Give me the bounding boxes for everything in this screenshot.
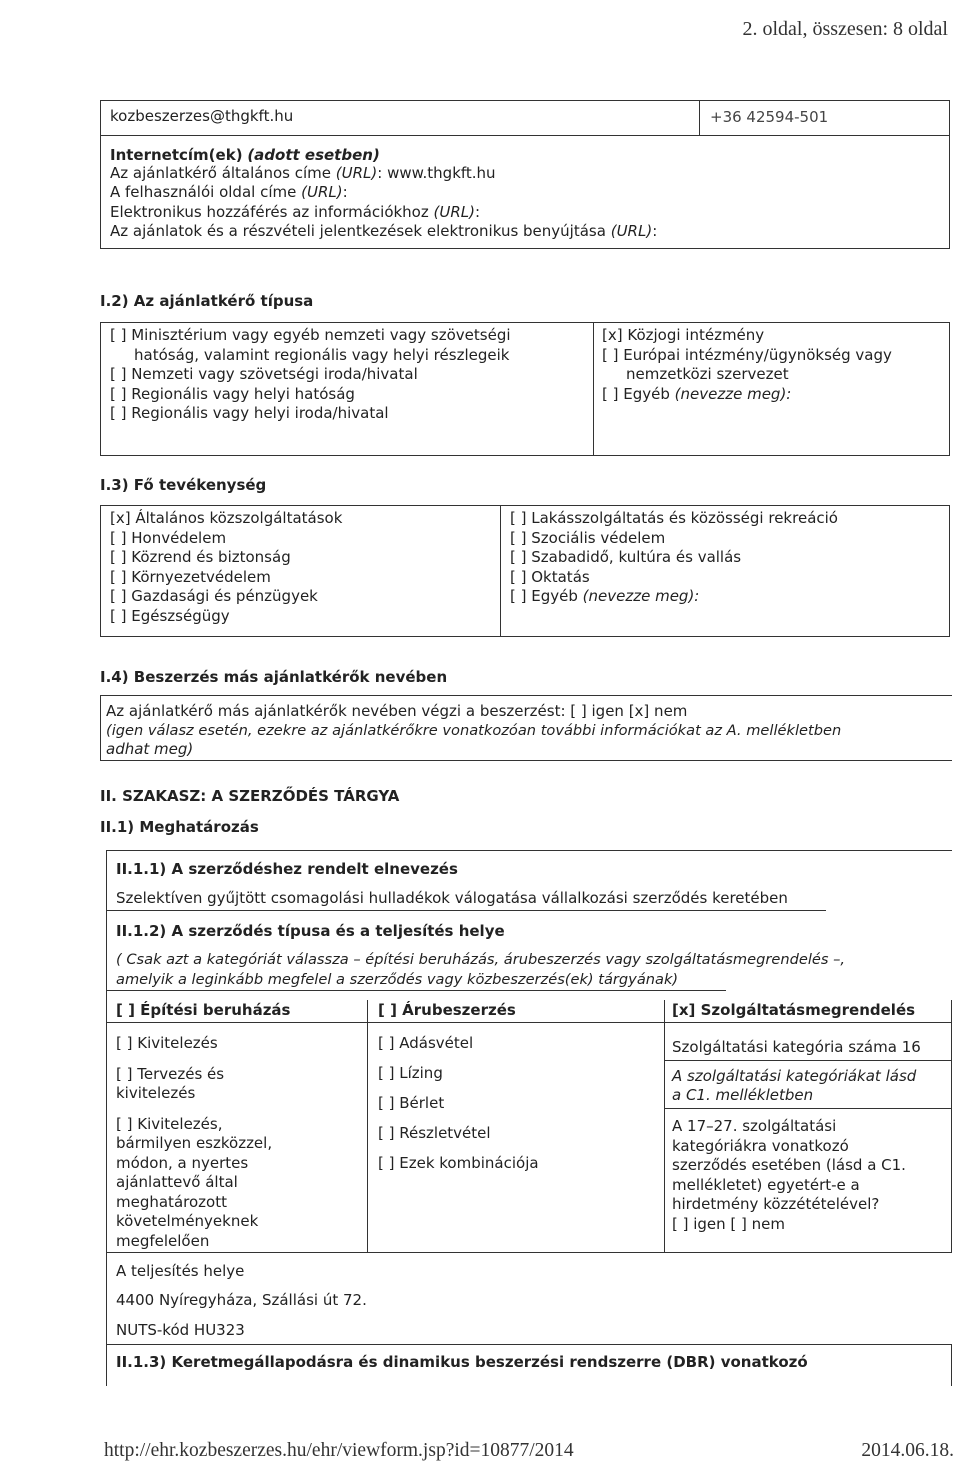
activity-education: [ ] Oktatás xyxy=(510,567,590,586)
authority-option-national-agency: [ ] Nemzeti vagy szövetségi iroda/hivatal xyxy=(110,365,418,383)
buyer-profile-label: A felhasználói oldal címe xyxy=(110,183,297,201)
activity-other-note: (nevezze meg): xyxy=(582,587,700,605)
activity-public-order: [ ] Közrend és biztonság xyxy=(110,548,291,566)
main-activity-divider xyxy=(500,506,501,636)
internet-title-note: (adott esetben) xyxy=(247,146,380,164)
authority-type-left-list xyxy=(110,326,511,424)
service-category-number: Szolgáltatási kategória száma 16 xyxy=(672,1038,921,1056)
contract-type-note: ( Csak azt a kategóriát válassza – építési beruházás, árubeszerzés vagy szolgáltatásmegrendelés –, xyxy=(116,951,846,968)
activity-other-label: [ ] Egyéb xyxy=(510,587,578,605)
general-url-value: www.thgkft.hu xyxy=(387,164,496,182)
contract-type-note-cont: amelyik a leginkább megfelel a szerződés vagy közbeszerzés(ek) tárgyának) xyxy=(116,971,679,988)
electronic-access-row: Elektronikus hozzáférés az információkhoz (URL): xyxy=(110,203,481,221)
activity-defence: [ ] Honvédelem xyxy=(110,528,227,547)
joint-procurement-note-cont: adhat meg) xyxy=(106,740,194,758)
authority-option-public-body: [x] Közjogi intézmény xyxy=(602,326,765,344)
supplies-option-rental: [ ] Bérlet xyxy=(378,1094,445,1112)
i4-bottom-rule xyxy=(100,760,952,761)
col-divider-2 xyxy=(664,1000,665,1252)
authority-other-label: [ ] Egyéb xyxy=(602,384,670,403)
main-activity-right-list xyxy=(510,509,838,607)
section-i4-title: I.4) Beszerzés más ajánlatkérők nevében xyxy=(100,668,448,686)
nuts-code: NUTS-kód HU323 xyxy=(116,1321,245,1339)
supplies-option-combination: [ ] Ezek kombinációja xyxy=(378,1154,539,1172)
works-options xyxy=(116,1034,272,1251)
activity-general-public-services: [x] Általános közszolgáltatások xyxy=(110,509,343,527)
contact-divider-h xyxy=(101,135,949,136)
section-i2-title: I.2) Az ajánlatkérő típusa xyxy=(100,292,314,310)
supplies-heading: [ ] Árubeszerzés xyxy=(378,1001,516,1019)
internet-title xyxy=(110,146,380,165)
service-see-underline xyxy=(664,1108,952,1109)
buyer-profile-row: A felhasználói oldal címe (URL): xyxy=(110,183,348,201)
section-i3-title: I.3) Fő tevékenység xyxy=(100,476,267,494)
place-top-rule xyxy=(106,1252,952,1253)
electronic-submission-url-tag: (URL) xyxy=(610,222,653,240)
service-publication-question xyxy=(672,1117,906,1234)
service-question-answer: [ ] igen [ ] nem xyxy=(672,1214,786,1233)
service-question-l3: szerződés esetében (lásd a C1. xyxy=(672,1156,906,1174)
works-option-realisation-l5: meghatározott xyxy=(116,1192,227,1211)
electronic-submission-label: Az ajánlatok és a részvételi jelentkezések elektronikus benyújtása xyxy=(110,222,606,240)
contract-type-heading: II.1.2) A szerződés típusa és a teljesítés helye xyxy=(116,922,505,940)
supplies-option-lease: [ ] Lízing xyxy=(378,1064,443,1082)
framework-right-rule xyxy=(951,1344,952,1386)
service-question-l5: hirdetmény közzétételével? xyxy=(672,1195,880,1213)
place-bottom-rule xyxy=(106,1344,952,1345)
ii1-frame-left xyxy=(106,850,107,1386)
ii1-frame-top xyxy=(106,850,952,851)
electronic-submission-row: Az ajánlatok és a részvételi jelentkezések elektronikus benyújtása (URL): xyxy=(110,222,658,240)
activity-economic-affairs: [ ] Gazdasági és pénzügyek xyxy=(110,587,318,605)
joint-procurement-note: (igen válasz esetén, ezekre az ajánlatkérőkre vonatkozóan további információkat az A. mellékletben xyxy=(106,722,842,739)
framework-heading: II.1.3) Keretmegállapodásra és dinamikus beszerzési rendszerre (DBR) vonatkozó xyxy=(116,1353,808,1371)
internet-title-text: Internetcím(ek) xyxy=(110,146,243,164)
email-value: kozbeszerzes@thgkft.hu xyxy=(110,107,294,125)
section-ii-title: II. SZAKASZ: A SZERZŐDÉS TÁRGYA xyxy=(100,787,400,805)
works-option-design-execution: [ ] Tervezés és xyxy=(116,1064,225,1083)
activity-environment: [ ] Környezetvédelem xyxy=(110,567,271,586)
service-question-l1: A 17–27. szolgáltatási xyxy=(672,1117,837,1135)
joint-procurement-question: Az ajánlatkérő más ajánlatkérők nevében végzi a beszerzést: [ ] igen [x] nem xyxy=(106,702,688,720)
services-heading: [x] Szolgáltatásmegrendelés xyxy=(672,1001,916,1019)
supplies-option-hire-purchase: [ ] Részletvétel xyxy=(378,1124,491,1142)
place-value: 4400 Nyíregyháza, Szállási út 72. xyxy=(116,1291,367,1309)
page-number-header: 2. oldal, összesen: 8 oldal xyxy=(742,18,948,40)
works-option-realisation-l6: követelményeknek xyxy=(116,1212,259,1230)
contract-title-value: Szelektíven gyűjtött csomagolási hulladékok válogatása vállalkozási szerződés keretében xyxy=(116,889,788,907)
service-question-l4: mellékletet) egyetért-e a xyxy=(672,1175,860,1194)
section-ii1-title: II.1) Meghatározás xyxy=(100,818,259,836)
authority-option-other xyxy=(602,385,892,405)
footer-date: 2014.06.18. xyxy=(861,1440,954,1461)
activity-other xyxy=(510,587,838,607)
i4-left-rule xyxy=(100,695,101,761)
works-option-realisation-l2: bármilyen eszközzel, xyxy=(116,1134,273,1152)
activity-health: [ ] Egészségügy xyxy=(110,606,230,625)
authority-type-right-list xyxy=(602,326,892,404)
activity-social-protection: [ ] Szociális védelem xyxy=(510,528,666,547)
electronic-access-url-tag: (URL) xyxy=(433,203,475,221)
activity-housing: [ ] Lakásszolgáltatás és közösségi rekreáció xyxy=(510,509,838,527)
electronic-access-label: Elektronikus hozzáférés az információkhoz xyxy=(110,203,429,221)
works-option-realisation: [ ] Kivitelezés, xyxy=(116,1114,223,1133)
works-option-realisation-l7: megfelelően xyxy=(116,1231,210,1250)
authority-option-ministry-cont: hatóság, valamint regionális vagy helyi részlegeik xyxy=(134,345,510,364)
works-option-design-execution-cont: kivitelezés xyxy=(116,1084,196,1102)
main-activity-left-list xyxy=(110,509,342,626)
contract-type-note-underline xyxy=(106,990,726,991)
footer-url: http://ehr.kozbeszerzes.hu/ehr/viewform.jsp?id=10877/2014 xyxy=(104,1440,574,1461)
general-url-row: Az ajánlatkérő általános címe (URL): www.thgkft.hu xyxy=(110,164,496,182)
authority-option-regional-authority: [ ] Regionális vagy helyi hatóság xyxy=(110,384,355,403)
buyer-profile-url-tag: (URL) xyxy=(301,183,343,201)
activity-recreation: [ ] Szabadidő, kultúra és vallás xyxy=(510,548,742,566)
authority-option-european-institution: [ ] Európai intézmény/ügynökség vagy xyxy=(602,345,892,364)
authority-type-divider xyxy=(593,323,594,455)
authority-option-european-institution-cont: nemzetközi szervezet xyxy=(626,365,789,383)
service-category-see-cont: a C1. mellékletben xyxy=(672,1086,814,1104)
general-url-label: Az ajánlatkérő általános címe xyxy=(110,164,332,182)
works-option-realisation-l3: módon, a nyertes xyxy=(116,1153,249,1172)
service-category-underline xyxy=(664,1060,952,1061)
authority-option-ministry: [ ] Minisztérium vagy egyéb nemzeti vagy szövetségi xyxy=(110,326,511,344)
contract-title-underline xyxy=(106,910,826,911)
place-label: A teljesítés helye xyxy=(116,1262,245,1280)
heads-underline xyxy=(106,1022,952,1023)
authority-option-regional-agency: [ ] Regionális vagy helyi iroda/hivatal xyxy=(110,404,389,422)
i4-top-rule xyxy=(100,695,952,696)
works-option-execution: [ ] Kivitelezés xyxy=(116,1034,218,1052)
contact-divider-v xyxy=(699,101,700,135)
works-heading: [ ] Építési beruházás xyxy=(116,1001,291,1019)
phone-value: +36 42594-501 xyxy=(710,108,829,126)
services-box-right xyxy=(951,1000,952,1252)
service-category-see: A szolgáltatási kategóriákat lásd xyxy=(672,1067,917,1085)
authority-other-note: (nevezze meg): xyxy=(674,384,792,403)
contract-title-heading: II.1.1) A szerződéshez rendelt elnevezés xyxy=(116,860,458,878)
col-divider-1 xyxy=(367,1000,368,1252)
supplies-option-purchase: [ ] Adásvétel xyxy=(378,1034,474,1052)
service-question-l2: kategóriákra vonatkozó xyxy=(672,1136,849,1155)
general-url-tag: (URL) xyxy=(335,164,378,182)
works-option-realisation-l4: ajánlattevő által xyxy=(116,1173,238,1191)
